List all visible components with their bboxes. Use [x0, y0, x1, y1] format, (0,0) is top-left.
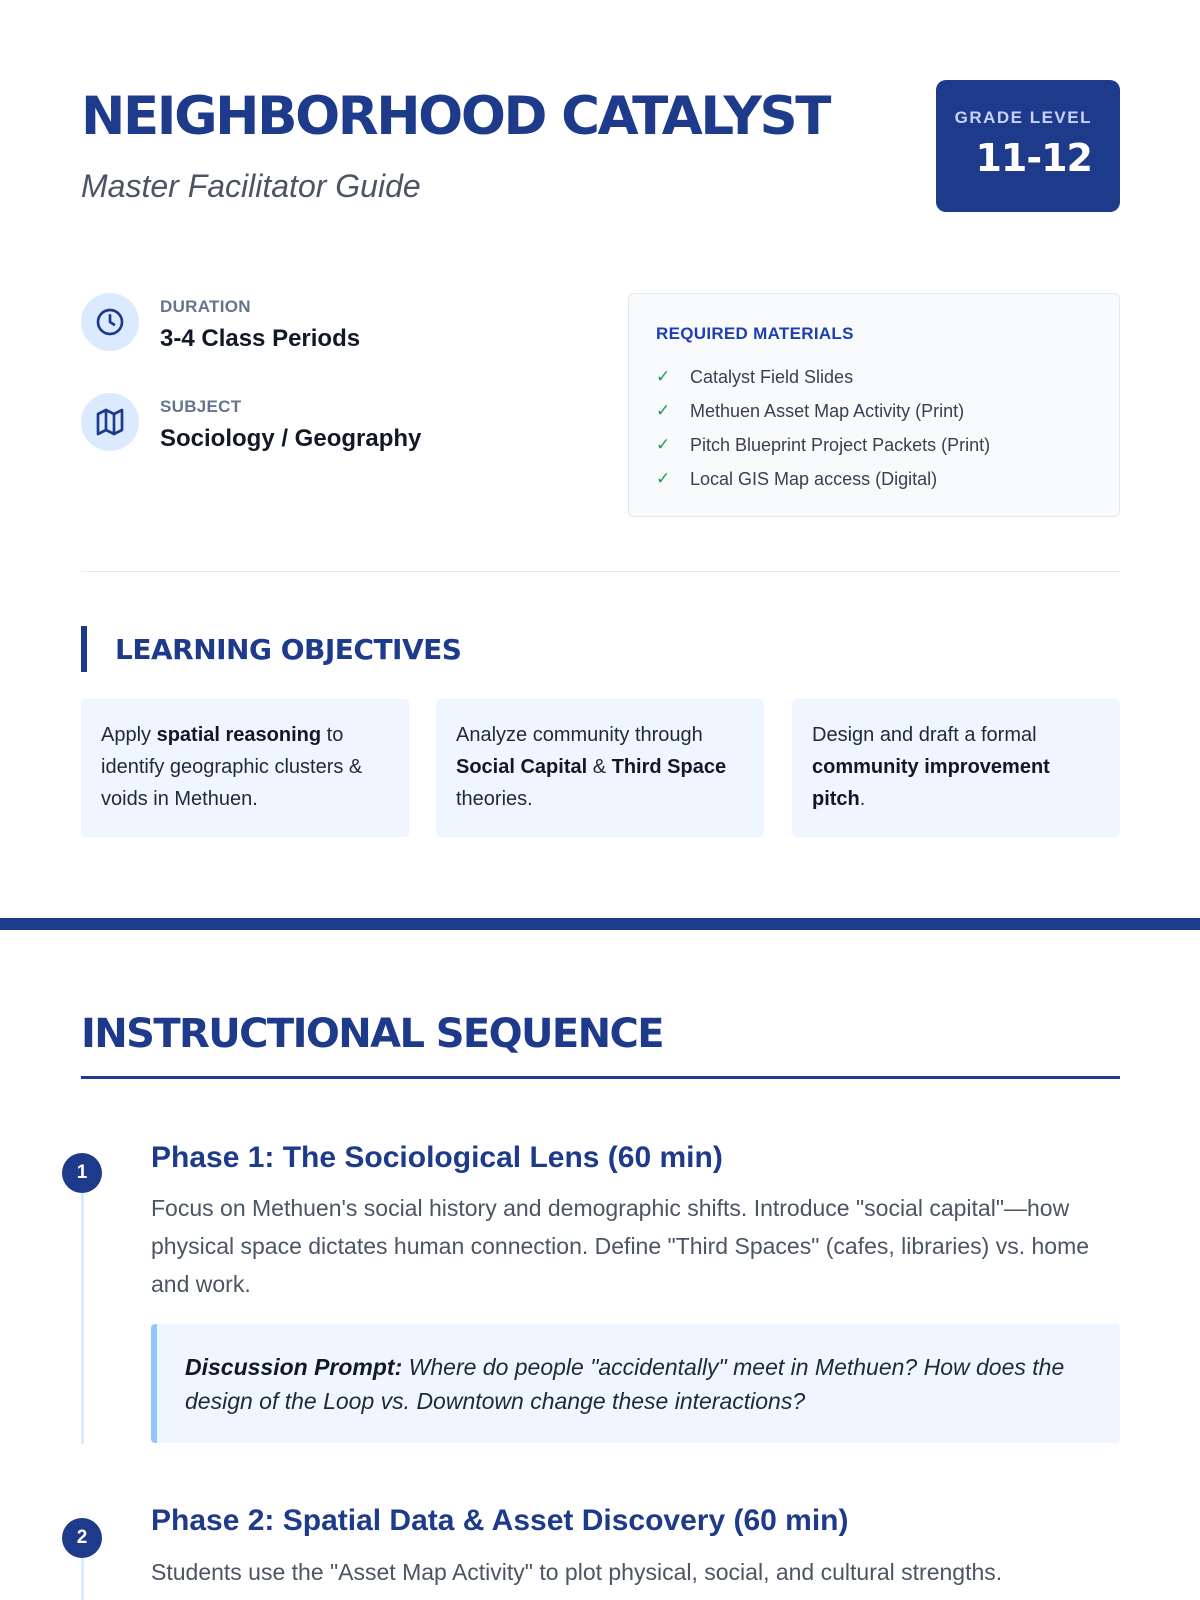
discussion-prompt — [151, 1324, 1120, 1443]
check-icon: ✓ — [656, 435, 671, 454]
section-break-rule — [0, 918, 1200, 930]
map-icon — [81, 393, 139, 451]
materials-list — [656, 360, 1092, 496]
timeline-line — [81, 1190, 84, 1444]
list-item — [656, 394, 1092, 428]
section-divider — [81, 571, 1120, 572]
timeline-line — [81, 1556, 84, 1600]
objective-emphasis: Third Space — [611, 756, 727, 778]
objective-text: & — [587, 756, 612, 778]
objective-card-design — [792, 699, 1120, 837]
duration-value: 3-4 Class Periods — [160, 325, 361, 352]
phase-description: Students use the "Asset Map Activity" to plot physical, social, and cultural strengths. — [151, 1559, 1003, 1585]
phase-description: Focus on Methuen's social history and demographic shifts. Introduce "social capital"—how physical space dictates human connection. Define "Third Spaces" (cafes, libraries) vs. home and work. — [151, 1195, 1090, 1297]
document-header — [81, 80, 1120, 212]
objective-card-spatial — [81, 699, 409, 837]
objective-text: Analyze community through — [456, 724, 703, 746]
subject-value: Sociology / Geography — [160, 425, 422, 452]
heading-underline — [81, 1076, 1120, 1079]
material-label: Pitch Blueprint Project Packets (Print) — [690, 434, 991, 455]
discussion-prompt-label: Discussion Prompt: — [185, 1354, 403, 1380]
document-title: NEIGHBORHOOD CATALYST — [81, 86, 829, 147]
document-subtitle: Master Facilitator Guide — [81, 168, 421, 204]
objective-text: . — [859, 788, 866, 810]
check-icon: ✓ — [656, 469, 671, 488]
objective-card-analyze — [436, 699, 764, 837]
objective-text: Design and draft a formal — [812, 724, 1037, 746]
objective-emphasis: spatial reasoning — [156, 724, 322, 746]
discussion-prompt-text: Where do people "accidentally" meet in Methuen? How does the design of the Loop vs. Downtown change these interactions? — [185, 1354, 1065, 1414]
clock-icon — [81, 293, 139, 351]
list-item — [656, 360, 1092, 394]
grade-level-label: GRADE LEVEL — [954, 108, 1092, 127]
material-label: Local GIS Map access (Digital) — [690, 468, 938, 489]
learning-objectives-heading: LEARNING OBJECTIVES — [81, 626, 461, 672]
phase-number-badge: 1 — [62, 1153, 102, 1193]
check-icon: ✓ — [656, 367, 671, 386]
objective-text: Apply — [101, 724, 157, 746]
objective-text: to identify geographic clusters & voids in Methuen. — [101, 724, 363, 810]
subject-label: SUBJECT — [160, 397, 242, 416]
list-item — [656, 462, 1092, 496]
required-materials-box — [628, 293, 1120, 517]
material-label: Catalyst Field Slides — [690, 366, 854, 387]
material-label: Methuen Asset Map Activity (Print) — [690, 400, 965, 421]
phase-title: Phase 2: Spatial Data & Asset Discovery (60 min) — [151, 1504, 849, 1537]
objective-emphasis: community improvement pitch — [812, 756, 1050, 810]
instructional-sequence-heading: INSTRUCTIONAL SEQUENCE — [81, 1011, 664, 1057]
check-icon: ✓ — [656, 401, 671, 420]
grade-level-badge — [936, 80, 1120, 212]
objective-emphasis: Social Capital — [456, 756, 588, 778]
phase-title: Phase 1: The Sociological Lens (60 min) — [151, 1141, 723, 1174]
phase-number-badge: 2 — [62, 1518, 102, 1558]
objective-text: theories. — [456, 788, 533, 810]
grade-level-value: 11-12 — [975, 136, 1092, 180]
list-item — [656, 428, 1092, 462]
duration-label: DURATION — [160, 297, 251, 316]
required-materials-title: REQUIRED MATERIALS — [656, 324, 854, 343]
